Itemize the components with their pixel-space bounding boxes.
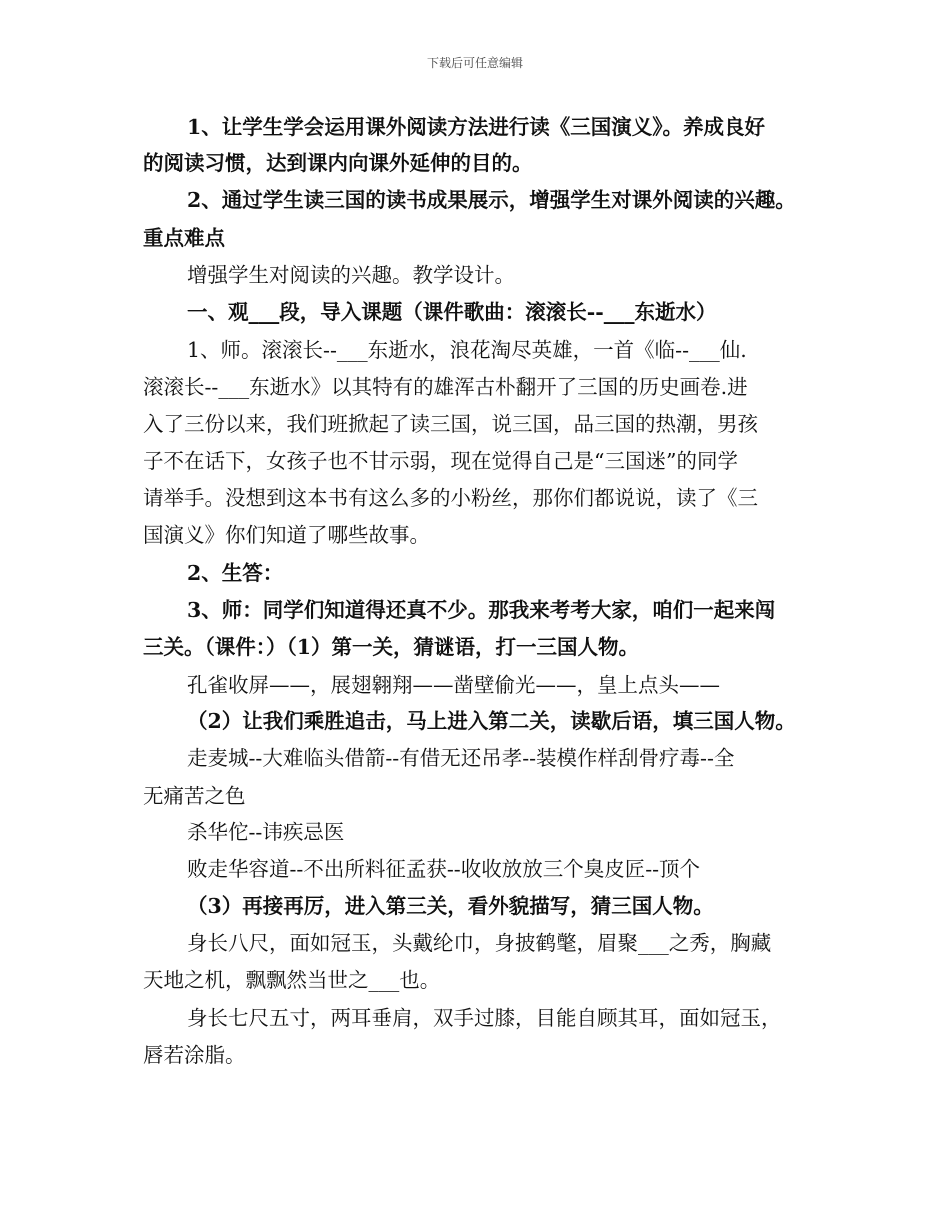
- text-line: 走麦城--大难临头借箭--有借无还吊孝--装模作样刮骨疗毒--全: [187, 746, 735, 770]
- text-line: 唇若涂脂。: [143, 1043, 246, 1067]
- text-line: （2）让我们乘胜追击，马上进入第二关，读歇后语，填三国人物。: [187, 709, 796, 733]
- section-heading: 一、观___段，导入课题（课件歌曲：滚滚长--___东逝水）: [187, 300, 717, 324]
- text-line: 身长八尺，面如冠玉，头戴纶巾，身披鹤氅，眉聚___之秀，胸藏: [187, 931, 772, 955]
- text-line: 子不在话下，女孩子也不甘示弱，现在觉得自己是“三国迷”的同学: [143, 449, 738, 473]
- text-line: 请举手。没想到这本书有这么多的小粉丝，那你们都说说，读了《三: [143, 486, 758, 510]
- section-heading: 重点难点: [143, 226, 225, 250]
- text-line: 败走华容道--不出所料征孟获--收收放放三个臭皮匠--顶个: [187, 857, 701, 881]
- text-line: 身长七尺五寸，两耳垂肩，双手过膝，目能自顾其耳，面如冠玉，: [187, 1006, 782, 1030]
- text-line: 滚滚长--___东逝水》以其特有的雄浑古朴翻开了三国的历史画卷.进: [143, 375, 748, 399]
- page-header: 下载后可任意编辑: [426, 56, 523, 70]
- text-line: 1、师。滚滚长--___东逝水，浪花淘尽英雄，一首《临--___仙.: [187, 338, 747, 362]
- text-line: （3）再接再厉，进入第三关，看外貌描写，猜三国人物。: [187, 894, 714, 918]
- text-line: 1、让学生学会运用课外阅读方法进行读《三国演义》。养成良好: [187, 115, 766, 139]
- text-line: 2、通过学生读三国的读书成果展示，增强学生对课外阅读的兴趣。: [187, 188, 796, 212]
- text-line: 增强学生对阅读的兴趣。教学设计。: [187, 263, 515, 287]
- text-line: 的阅读习惯，达到课内向课外延伸的目的。: [143, 151, 533, 175]
- text-line: 孔雀收屏——，展翅翱翔——凿壁偷光——，皇上点头——: [187, 673, 720, 697]
- text-line: 杀华佗--讳疾忌医: [187, 820, 345, 844]
- text-line: 3、师：同学们知道得还真不少。那我来考考大家，咱们一起来闯: [187, 598, 776, 622]
- text-line: 入了三份以来，我们班掀起了读三国，说三国，品三国的热潮，男孩: [143, 412, 758, 436]
- text-line: 2、生答：: [187, 561, 284, 585]
- text-line: 国演义》你们知道了哪些故事。: [143, 523, 430, 547]
- text-line: 天地之机，飘飘然当世之___也。: [143, 968, 441, 992]
- text-line: 三关。（课件：）（1）第一关，猜谜语，打一三国人物。: [143, 635, 640, 659]
- text-line: 无痛苦之色: [143, 784, 246, 808]
